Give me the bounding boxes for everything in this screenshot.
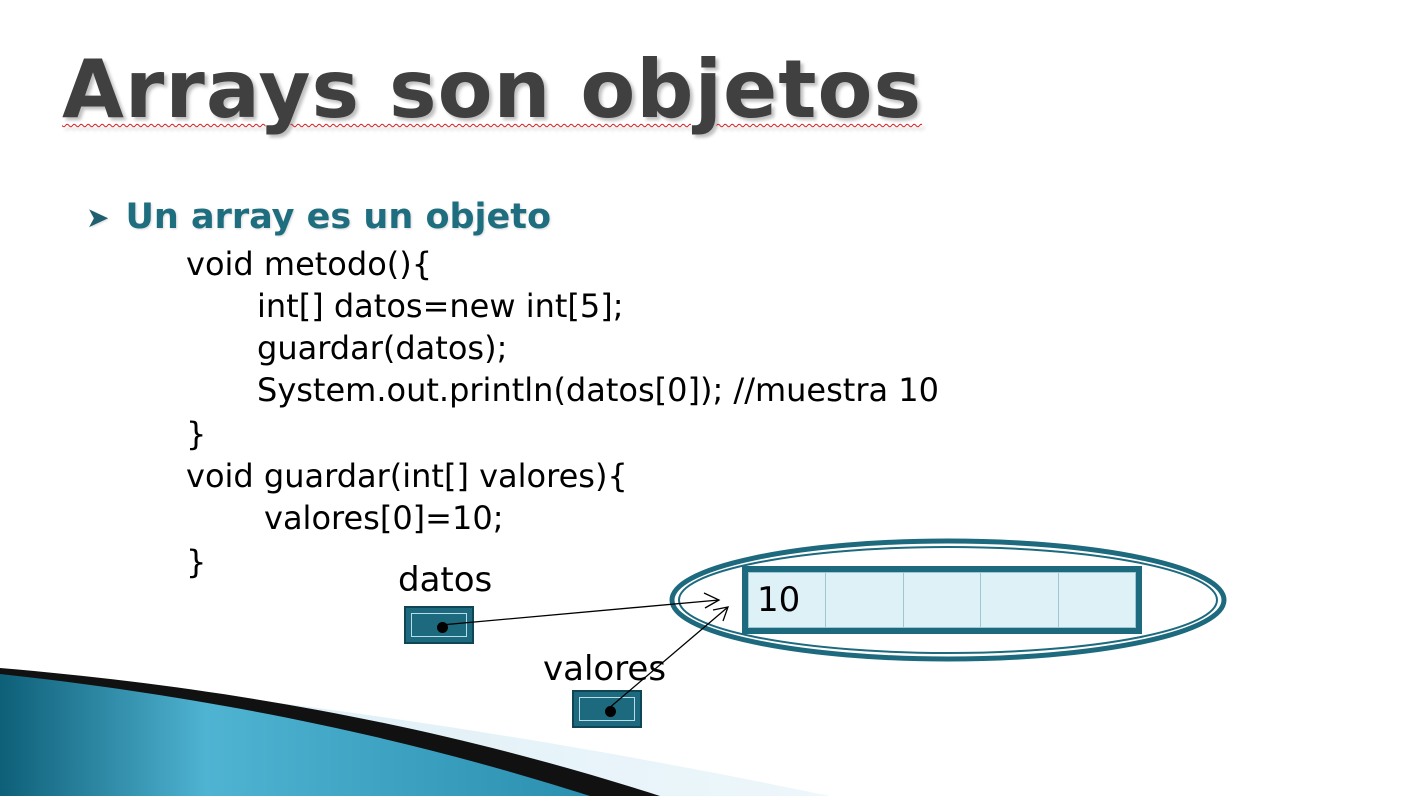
- code-line-2: int[] datos=new int[5];: [257, 287, 624, 325]
- bullet-text: Un array es un objeto: [125, 197, 552, 237]
- array-cell-0: 10: [749, 573, 826, 627]
- code-line-5: }: [186, 415, 207, 453]
- ref-datos-label: datos: [398, 560, 493, 600]
- arrow-datos: [441, 600, 719, 625]
- code-line-1: void metodo(){: [186, 245, 433, 283]
- code-line-6: void guardar(int[] valores){: [186, 457, 628, 495]
- code-line-3: guardar(datos);: [257, 329, 508, 367]
- ref-valores-label: valores: [543, 649, 667, 689]
- code-line-7: valores[0]=10;: [264, 499, 504, 537]
- code-line-4: System.out.println(datos[0]); //muestra 10: [257, 371, 939, 409]
- arrow-valores: [608, 607, 728, 709]
- code-line-8: }: [186, 543, 207, 581]
- arrow-bullet-icon: ➤: [86, 200, 110, 234]
- title-word-arrays: Arrays son objetos: [62, 43, 923, 136]
